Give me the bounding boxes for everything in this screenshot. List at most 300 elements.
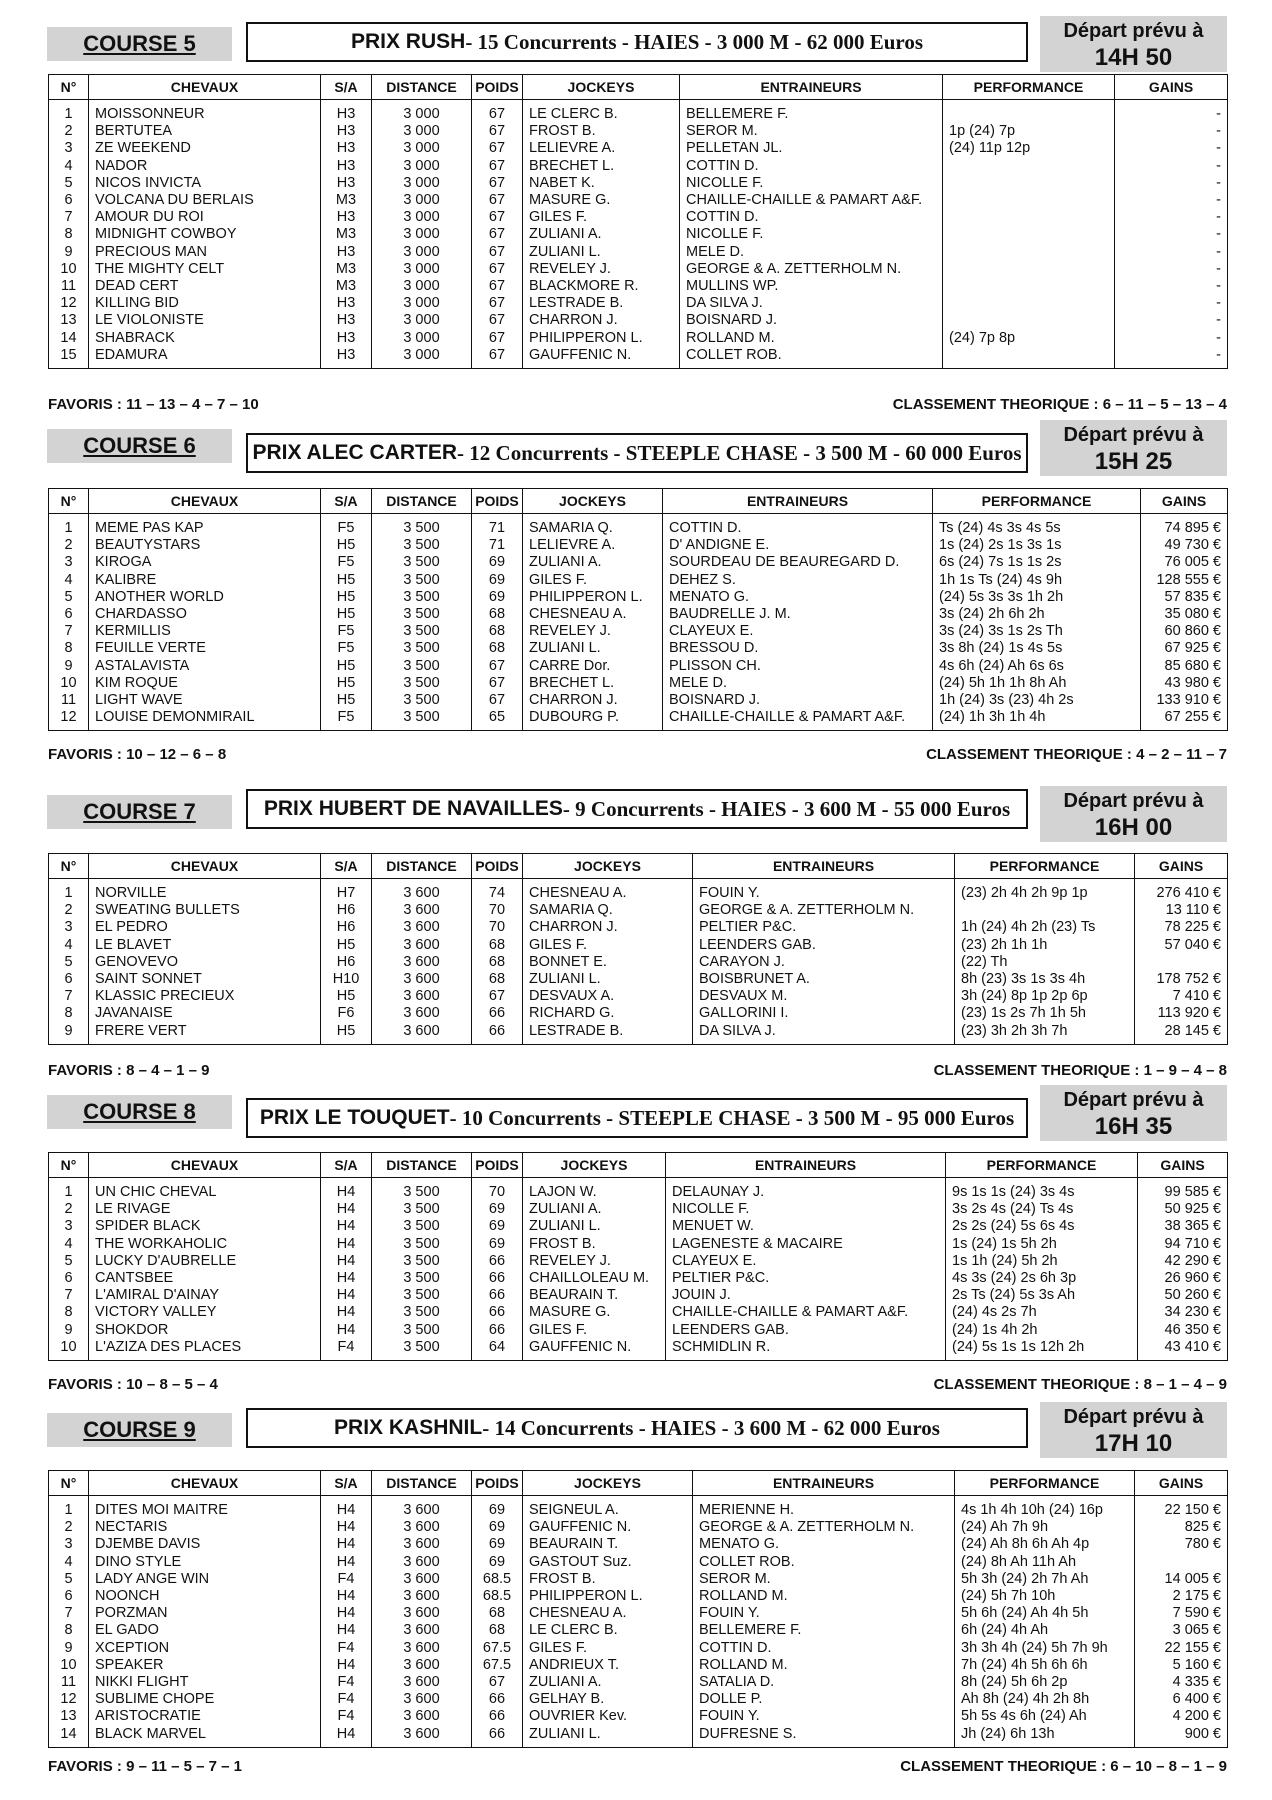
distance: 3 600 — [372, 1554, 472, 1571]
runners-table — [48, 853, 1228, 1045]
runner-number: 5 — [49, 589, 89, 606]
sex-age: H3 — [321, 140, 372, 157]
distance: 3 600 — [372, 1622, 472, 1639]
table-header-row — [49, 1153, 1228, 1178]
runner-number: 6 — [49, 606, 89, 623]
classement-theorique — [934, 1376, 1227, 1393]
col-chevaux: CHEVAUX — [89, 1471, 321, 1496]
horse-name: EDAMURA — [89, 347, 321, 364]
earnings: - — [1115, 106, 1228, 123]
earnings: - — [1115, 295, 1228, 312]
trainer: BELLEMERE F. — [693, 1622, 955, 1639]
earnings: 85 680 € — [1141, 658, 1228, 675]
jockey: CHESNEAU A. — [523, 606, 663, 623]
earnings: 7 590 € — [1135, 1605, 1228, 1622]
sex-age: H6 — [321, 954, 372, 971]
distance: 3 000 — [372, 140, 472, 157]
course-label: COURSE 8 — [47, 1095, 232, 1129]
performance: 4s 1h 4h 10h (24) 16p — [955, 1502, 1135, 1519]
col-sa: S/A — [321, 75, 372, 100]
sex-age: H4 — [321, 1622, 372, 1639]
distance: 3 600 — [372, 1023, 472, 1040]
table-row — [49, 1023, 1228, 1040]
sex-age: F4 — [321, 1708, 372, 1725]
table-row — [49, 278, 1228, 295]
runner-number: 5 — [49, 954, 89, 971]
performance: (23) 3h 2h 3h 7h — [955, 1023, 1135, 1040]
performance: 4s 3s (24) 2s 6h 3p — [946, 1270, 1138, 1287]
table-row — [49, 1236, 1228, 1253]
trainer: CARAYON J. — [693, 954, 955, 971]
weight: 67 — [472, 158, 523, 175]
distance: 3 000 — [372, 158, 472, 175]
jockey: CHARRON J. — [523, 919, 693, 936]
col-gains: GAINS — [1135, 854, 1228, 879]
table-row — [49, 971, 1228, 988]
table-row — [49, 330, 1228, 347]
weight: 66 — [472, 1270, 523, 1287]
col-distance: DISTANCE — [372, 489, 472, 514]
trainer: SCHMIDLIN R. — [666, 1339, 946, 1356]
trainer: PLISSON CH. — [663, 658, 933, 675]
trainer: MULLINS WP. — [680, 278, 943, 295]
trainer: BOISNARD J. — [663, 692, 933, 709]
performance: 6h (24) 4h Ah — [955, 1622, 1135, 1639]
jockey: BEAURAIN T. — [523, 1536, 693, 1553]
runner-number: 15 — [49, 347, 89, 364]
sex-age: H3 — [321, 295, 372, 312]
runner-number: 11 — [49, 278, 89, 295]
trainer: NICOLLE F. — [680, 175, 943, 192]
distance: 3 500 — [372, 623, 472, 640]
performance: 6s (24) 7s 1s 1s 2s — [933, 554, 1141, 571]
weight: 68 — [472, 640, 523, 657]
weight: 67 — [472, 278, 523, 295]
jockey: REVELEY J. — [523, 1253, 666, 1270]
weight: 68 — [472, 937, 523, 954]
table-row — [49, 347, 1228, 364]
jockey: BEAURAIN T. — [523, 1287, 666, 1304]
jockey: GILES F. — [523, 572, 663, 589]
jockey: SAMARIA Q. — [523, 902, 693, 919]
sex-age: H4 — [321, 1588, 372, 1605]
distance: 3 500 — [372, 1270, 472, 1287]
weight: 68 — [472, 1605, 523, 1622]
distance: 3 000 — [372, 244, 472, 261]
weight: 68 — [472, 971, 523, 988]
distance: 3 600 — [372, 1657, 472, 1674]
table-header-row — [49, 75, 1228, 100]
horse-name: SHABRACK — [89, 330, 321, 347]
favoris-label: FAVORIS : — [48, 1062, 122, 1079]
jockey: BLACKMORE R. — [523, 278, 680, 295]
favoris-values: 10 – 8 – 5 – 4 — [126, 1376, 218, 1393]
earnings — [1135, 954, 1228, 971]
runner-number: 1 — [49, 106, 89, 123]
table-row — [49, 1201, 1228, 1218]
weight: 68 — [472, 606, 523, 623]
performance — [943, 226, 1115, 243]
performance: 5h 5s 4s 6h (24) Ah — [955, 1708, 1135, 1725]
trainer: COTTIN D. — [680, 158, 943, 175]
departure-box — [1040, 16, 1227, 72]
runner-number: 6 — [49, 1588, 89, 1605]
race-details: - 12 Concurrents - STEEPLE CHASE - 3 500 M - 60 000 Euros — [457, 440, 1022, 465]
horse-name: DEAD CERT — [89, 278, 321, 295]
performance: 8h (24) 5h 6h 2p — [955, 1674, 1135, 1691]
favoris-label: FAVORIS : — [48, 1376, 122, 1393]
earnings: 780 € — [1135, 1536, 1228, 1553]
sex-age: H6 — [321, 919, 372, 936]
jockey: BONNET E. — [523, 954, 693, 971]
weight: 66 — [472, 1005, 523, 1022]
distance: 3 500 — [372, 520, 472, 537]
departure-time: 17H 10 — [1094, 1430, 1173, 1457]
earnings: 2 175 € — [1135, 1588, 1228, 1605]
col-num: N° — [49, 489, 89, 514]
runner-number: 8 — [49, 1304, 89, 1321]
earnings: 13 110 € — [1135, 902, 1228, 919]
jockey: CHARRON J. — [523, 312, 680, 329]
trainer: LEENDERS GAB. — [693, 937, 955, 954]
runner-number: 9 — [49, 1322, 89, 1339]
departure-box — [1040, 1402, 1227, 1458]
distance: 3 500 — [372, 1236, 472, 1253]
weight: 69 — [472, 1218, 523, 1235]
table-row — [49, 1588, 1228, 1605]
jockey: ZULIANI L. — [523, 640, 663, 657]
distance: 3 600 — [372, 1005, 472, 1022]
sex-age: H4 — [321, 1502, 372, 1519]
weight: 67 — [472, 692, 523, 709]
jockey: RICHARD G. — [523, 1005, 693, 1022]
trainer: LAGENESTE & MACAIRE — [666, 1236, 946, 1253]
classement-label: CLASSEMENT THEORIQUE : — [933, 1376, 1140, 1393]
horse-name: VICTORY VALLEY — [89, 1304, 321, 1321]
jockey: GILES F. — [523, 209, 680, 226]
col-performance: PERFORMANCE — [943, 75, 1115, 100]
weight: 67 — [472, 192, 523, 209]
sex-age: M3 — [321, 226, 372, 243]
distance: 3 600 — [372, 1502, 472, 1519]
earnings: 67 255 € — [1141, 709, 1228, 726]
weight: 70 — [472, 902, 523, 919]
earnings: - — [1115, 123, 1228, 140]
earnings: 5 160 € — [1135, 1657, 1228, 1674]
horse-name: NADOR — [89, 158, 321, 175]
departure-box — [1040, 786, 1227, 842]
runner-number: 1 — [49, 1502, 89, 1519]
sex-age: F4 — [321, 1691, 372, 1708]
jockey: GAUFFENIC N. — [523, 1519, 693, 1536]
performance — [943, 158, 1115, 175]
horse-name: EL PEDRO — [89, 919, 321, 936]
favoris-values: 8 – 4 – 1 – 9 — [126, 1062, 210, 1079]
departure-time: 14H 50 — [1094, 44, 1173, 71]
sex-age: H4 — [321, 1554, 372, 1571]
sex-age: H5 — [321, 572, 372, 589]
sex-age: H3 — [321, 175, 372, 192]
runner-number: 4 — [49, 1554, 89, 1571]
weight: 67 — [472, 658, 523, 675]
runner-number: 9 — [49, 1023, 89, 1040]
jockey: GILES F. — [523, 1322, 666, 1339]
col-jockeys: JOCKEYS — [523, 854, 693, 879]
runner-number: 3 — [49, 554, 89, 571]
sex-age: H3 — [321, 330, 372, 347]
departure-time: 16H 00 — [1094, 814, 1173, 841]
horse-name: ANOTHER WORLD — [89, 589, 321, 606]
jockey: LELIEVRE A. — [523, 537, 663, 554]
sex-age: H5 — [321, 988, 372, 1005]
sex-age: H3 — [321, 158, 372, 175]
weight: 69 — [472, 1519, 523, 1536]
distance: 3 500 — [372, 1218, 472, 1235]
horse-name: UN CHIC CHEVAL — [89, 1184, 321, 1201]
performance: (24) 4s 2s 7h — [946, 1304, 1138, 1321]
earnings: 22 155 € — [1135, 1640, 1228, 1657]
trainer: JOUIN J. — [666, 1287, 946, 1304]
performance: 1s (24) 2s 1s 3s 1s — [933, 537, 1141, 554]
runner-number: 14 — [49, 330, 89, 347]
weight: 69 — [472, 1536, 523, 1553]
earnings: 57 040 € — [1135, 937, 1228, 954]
classement-values: 6 – 10 – 8 – 1 – 9 — [1110, 1758, 1227, 1775]
sex-age: F5 — [321, 520, 372, 537]
performance: (24) 1s 4h 2h — [946, 1322, 1138, 1339]
trainer: CHAILLE-CHAILLE & PAMART A&F. — [666, 1304, 946, 1321]
trainer: COTTIN D. — [663, 520, 933, 537]
jockey: LAJON W. — [523, 1184, 666, 1201]
table-row — [49, 1571, 1228, 1588]
runner-number: 1 — [49, 885, 89, 902]
horse-name: GENOVEVO — [89, 954, 321, 971]
table-row — [49, 1554, 1228, 1571]
table-row — [49, 954, 1228, 971]
horse-name: DITES MOI MAITRE — [89, 1502, 321, 1519]
performance: (24) 11p 12p — [943, 140, 1115, 157]
distance: 3 000 — [372, 106, 472, 123]
departure-box — [1040, 1085, 1227, 1141]
earnings: - — [1115, 261, 1228, 278]
table-row — [49, 1005, 1228, 1022]
performance: 5h 3h (24) 2h 7h Ah — [955, 1571, 1135, 1588]
horse-name: XCEPTION — [89, 1640, 321, 1657]
horse-name: LADY ANGE WIN — [89, 1571, 321, 1588]
table-row — [49, 1726, 1228, 1743]
col-chevaux: CHEVAUX — [89, 1153, 321, 1178]
col-num: N° — [49, 1153, 89, 1178]
table-row — [49, 158, 1228, 175]
table-row — [49, 1502, 1228, 1519]
runner-number: 7 — [49, 623, 89, 640]
weight: 66 — [472, 1023, 523, 1040]
departure-label: Départ prévu à — [1063, 790, 1204, 812]
jockey: CHAILLOLEAU M. — [523, 1270, 666, 1287]
runner-number: 10 — [49, 675, 89, 692]
earnings: 60 860 € — [1141, 623, 1228, 640]
col-performance: PERFORMANCE — [933, 489, 1141, 514]
table-row — [49, 1657, 1228, 1674]
earnings: 35 080 € — [1141, 606, 1228, 623]
trainer: DEHEZ S. — [663, 572, 933, 589]
table-row — [49, 209, 1228, 226]
trainer: LEENDERS GAB. — [666, 1322, 946, 1339]
col-entraineurs: ENTRAINEURS — [666, 1153, 946, 1178]
earnings: 34 230 € — [1138, 1304, 1228, 1321]
jockey: LE CLERC B. — [523, 106, 680, 123]
distance: 3 600 — [372, 1588, 472, 1605]
horse-name: NIKKI FLIGHT — [89, 1674, 321, 1691]
jockey: ZULIANI A. — [523, 1201, 666, 1218]
departure-label: Départ prévu à — [1063, 424, 1204, 446]
distance: 3 000 — [372, 209, 472, 226]
jockey: PHILIPPERON L. — [523, 330, 680, 347]
earnings: - — [1115, 209, 1228, 226]
trainer: COLLET ROB. — [693, 1554, 955, 1571]
weight: 67 — [472, 1674, 523, 1691]
col-chevaux: CHEVAUX — [89, 75, 321, 100]
trainer: NICOLLE F. — [680, 226, 943, 243]
course-label: COURSE 7 — [47, 795, 232, 829]
jockey: ZULIANI A. — [523, 554, 663, 571]
trainer: DUFRESNE S. — [693, 1726, 955, 1743]
earnings: 825 € — [1135, 1519, 1228, 1536]
sex-age: H7 — [321, 885, 372, 902]
sex-age: H5 — [321, 658, 372, 675]
weight: 68.5 — [472, 1571, 523, 1588]
performance: 3s (24) 2h 6h 2h — [933, 606, 1141, 623]
jockey: SEIGNEUL A. — [523, 1502, 693, 1519]
sex-age: F4 — [321, 1640, 372, 1657]
horse-name: KIM ROQUE — [89, 675, 321, 692]
trainer: MERIENNE H. — [693, 1502, 955, 1519]
weight: 67.5 — [472, 1657, 523, 1674]
table-row — [49, 123, 1228, 140]
distance: 3 500 — [372, 658, 472, 675]
performance: 3s (24) 3s 1s 2s Th — [933, 623, 1141, 640]
col-distance: DISTANCE — [372, 854, 472, 879]
performance — [943, 106, 1115, 123]
distance: 3 000 — [372, 347, 472, 364]
weight: 67 — [472, 347, 523, 364]
sex-age: H3 — [321, 209, 372, 226]
runner-number: 2 — [49, 1201, 89, 1218]
performance: (24) 7p 8p — [943, 330, 1115, 347]
jockey: GAUFFENIC N. — [523, 347, 680, 364]
performance — [943, 244, 1115, 261]
weight: 71 — [472, 537, 523, 554]
horse-name: KILLING BID — [89, 295, 321, 312]
classement-values: 1 – 9 – 4 – 8 — [1143, 1062, 1227, 1079]
weight: 67 — [472, 106, 523, 123]
weight: 66 — [472, 1726, 523, 1743]
earnings: 94 710 € — [1138, 1236, 1228, 1253]
earnings: 133 910 € — [1141, 692, 1228, 709]
race-title — [246, 789, 1028, 829]
distance: 3 600 — [372, 1726, 472, 1743]
col-sa: S/A — [321, 489, 372, 514]
trainer: CHAILLE-CHAILLE & PAMART A&F. — [663, 709, 933, 726]
jockey: GILES F. — [523, 1640, 693, 1657]
table-row — [49, 1708, 1228, 1725]
jockey: ANDRIEUX T. — [523, 1657, 693, 1674]
table-row — [49, 937, 1228, 954]
weight: 69 — [472, 572, 523, 589]
sex-age: H4 — [321, 1726, 372, 1743]
trainer: ROLLAND M. — [693, 1657, 955, 1674]
col-gains: GAINS — [1141, 489, 1228, 514]
col-jockeys: JOCKEYS — [523, 1153, 666, 1178]
table-row — [49, 106, 1228, 123]
horse-name: THE WORKAHOLIC — [89, 1236, 321, 1253]
table-row — [49, 244, 1228, 261]
sex-age: H5 — [321, 937, 372, 954]
table-row — [49, 1322, 1228, 1339]
performance: (22) Th — [955, 954, 1135, 971]
runner-number: 8 — [49, 640, 89, 657]
trainer: DA SILVA J. — [693, 1023, 955, 1040]
distance: 3 000 — [372, 175, 472, 192]
distance: 3 000 — [372, 312, 472, 329]
runner-number: 4 — [49, 1236, 89, 1253]
performance: 3h (24) 8p 1p 2p 6p — [955, 988, 1135, 1005]
sex-age: H4 — [321, 1270, 372, 1287]
runner-number: 7 — [49, 1605, 89, 1622]
horse-name: BLACK MARVEL — [89, 1726, 321, 1743]
favoris-label: FAVORIS : — [48, 746, 122, 763]
trainer: CLAYEUX E. — [663, 623, 933, 640]
table-row — [49, 140, 1228, 157]
horse-name: SHOKDOR — [89, 1322, 321, 1339]
horse-name: KALIBRE — [89, 572, 321, 589]
performance: Jh (24) 6h 13h — [955, 1726, 1135, 1743]
runner-number: 10 — [49, 261, 89, 278]
weight: 69 — [472, 1201, 523, 1218]
distance: 3 600 — [372, 902, 472, 919]
runner-number: 4 — [49, 937, 89, 954]
horse-name: FRERE VERT — [89, 1023, 321, 1040]
trainer: DELAUNAY J. — [666, 1184, 946, 1201]
race-details: - 10 Concurrents - STEEPLE CHASE - 3 500 M - 95 000 Euros — [449, 1105, 1015, 1130]
jockey: GELHAY B. — [523, 1691, 693, 1708]
trainer: SEROR M. — [680, 123, 943, 140]
performance: (23) 2h 4h 2h 9p 1p — [955, 885, 1135, 902]
jockey: SAMARIA Q. — [523, 520, 663, 537]
runner-number: 2 — [49, 902, 89, 919]
classement-theorique — [893, 396, 1227, 413]
earnings: - — [1115, 192, 1228, 209]
sex-age: M3 — [321, 192, 372, 209]
trainer: ROLLAND M. — [693, 1588, 955, 1605]
weight: 69 — [472, 554, 523, 571]
sex-age: H3 — [321, 312, 372, 329]
performance — [955, 902, 1135, 919]
table-row — [49, 261, 1228, 278]
runner-number: 7 — [49, 209, 89, 226]
horse-name: SPEAKER — [89, 1657, 321, 1674]
departure-label: Départ prévu à — [1063, 1406, 1204, 1428]
jockey: ZULIANI L. — [523, 244, 680, 261]
performance: 3h 3h 4h (24) 5h 7h 9h — [955, 1640, 1135, 1657]
distance: 3 600 — [372, 937, 472, 954]
col-entraineurs: ENTRAINEURS — [680, 75, 943, 100]
earnings: 99 585 € — [1138, 1184, 1228, 1201]
table-row — [49, 1270, 1228, 1287]
distance: 3 600 — [372, 1519, 472, 1536]
col-num: N° — [49, 854, 89, 879]
jockey: PHILIPPERON L. — [523, 1588, 693, 1605]
